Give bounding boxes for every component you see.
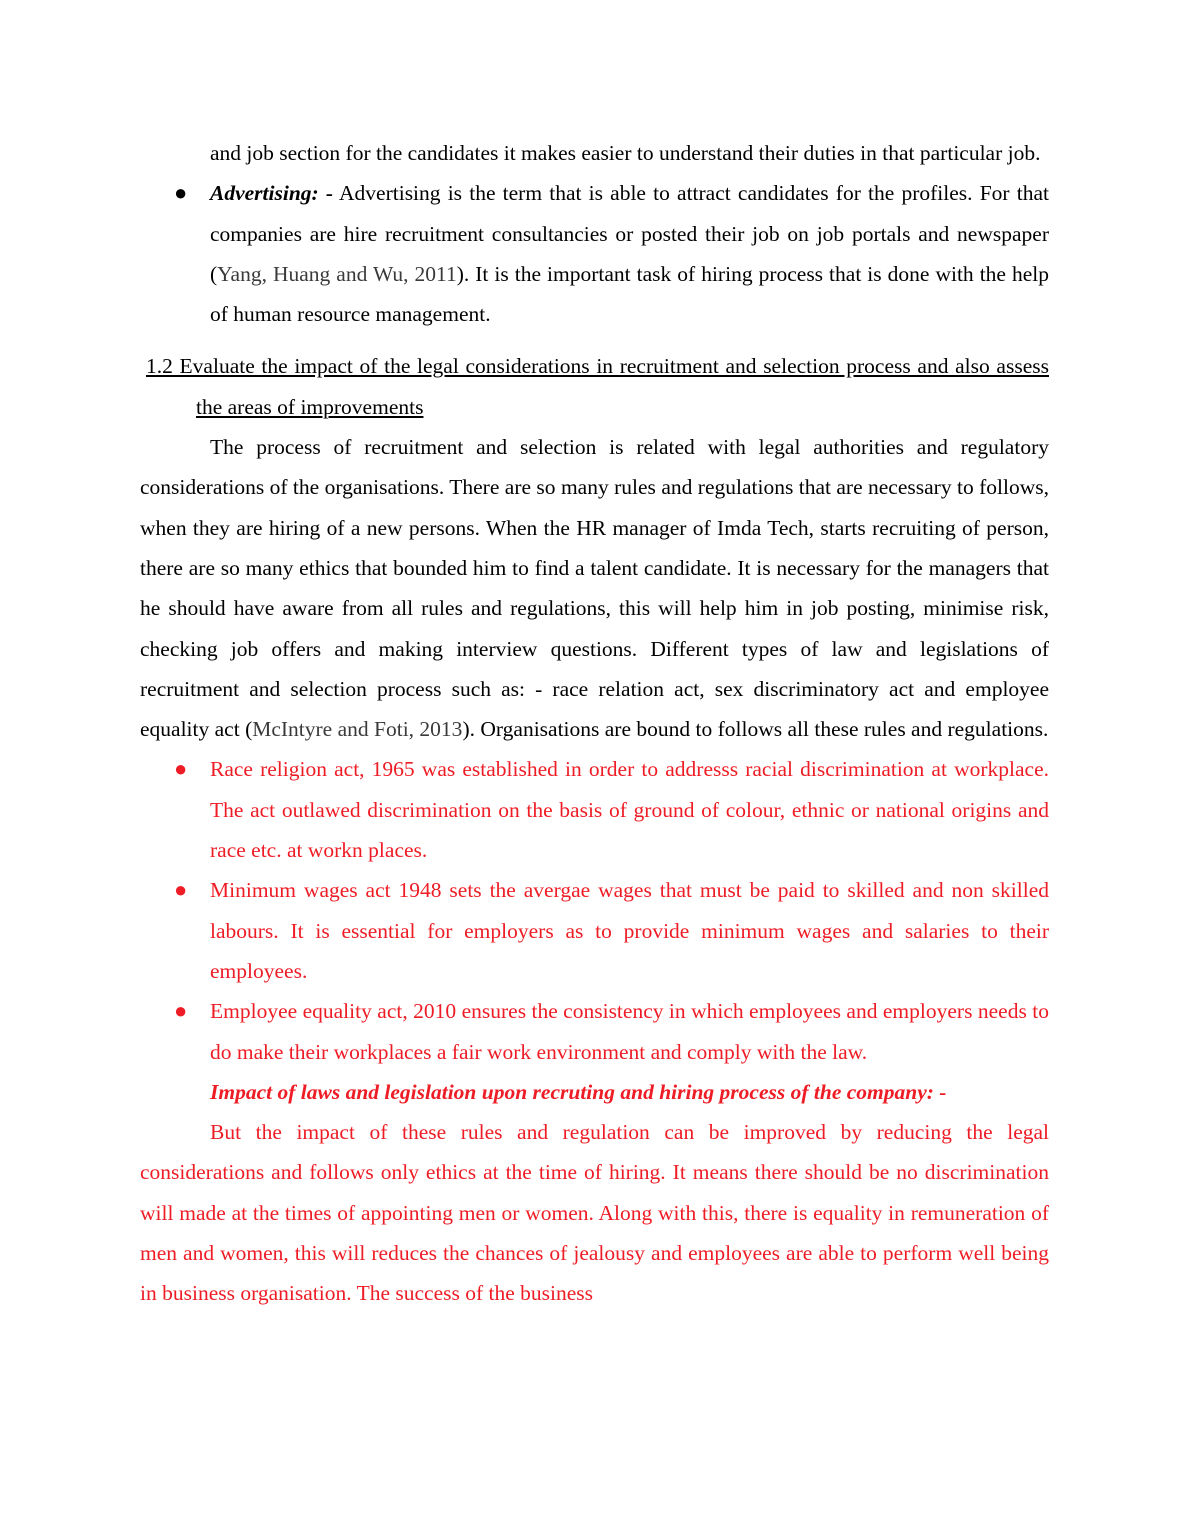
- advertising-text-b: ). It is the important task of hiring process that is done with the help of human resource management.: [210, 261, 1049, 327]
- bullet-icon: ●: [174, 180, 188, 206]
- act-text: Minimum wages act 1948 sets the avergae wages that must be paid to skilled and non skilled labours. It is essential for employers as to provide minimum wages and salaries to their employees.: [210, 878, 1049, 983]
- para1-text-b: ). Organisations are bound to follows all these rules and regulations.: [462, 717, 1049, 742]
- subheading: Impact of laws and legislation upon recruting and hiring process of the company: -: [210, 1079, 947, 1104]
- document-page: [140, 133, 1049, 1314]
- impact-paragraph: But the impact of these rules and regulation can be improved by reducing the legal considerations and follows only ethics at the time of hiring. It means there should be no discrimination will made at the times of appointing men or women. Along with this, there is equality in remuneration of men and women, this will reduces the chances of jealousy and employees are able to perform well being in business organisation. The success of the business: [140, 1120, 1049, 1306]
- advertising-text-a: Advertising is the term that is able to attract candidates for the profiles. For that companies are hire recruitment consultancies or posted their job on job portals and newspaper (: [210, 181, 1049, 286]
- continued-paragraph: [140, 133, 1049, 173]
- continued-text: and job section for the candidates it makes easier to understand their duties in that particular job.: [210, 141, 1041, 165]
- para1-text-a: The process of recruitment and selection is related with legal authorities and regulatory considerations of the organisations. There are so many rules and regulations that are necessary to follows, when they are hiring of a new persons. When the HR manager of Imda Tech, starts recruiting of person, there are so many ethics that bounded him to find a talent candidate. It is necessary for the managers that he should have aware from all rules and regulations, this will help him in job posting, minimise risk, checking job offers and making interview questions. Different types of law and legislations of recruitment and selection process such as: - race relation act, sex discriminatory act and employee equality act (: [140, 435, 1049, 742]
- list-item-advertising: [140, 173, 1049, 334]
- citation: Yang, Huang and Wu, 2011: [217, 261, 457, 286]
- section-heading: 1.2 Evaluate the impact of the legal considerations in recruitment and selection process and also assess the areas of improvements: [146, 354, 1049, 419]
- list-item-act: [140, 870, 1049, 991]
- bullet-icon: ●: [174, 877, 188, 903]
- act-text: Race religion act, 1965 was established in order to addresss racial discrimination at workplace. The act outlawed discrimination on the basis of ground of colour, ethnic or national origins and race etc. at workn places.: [210, 757, 1049, 863]
- bullet-icon: ●: [174, 998, 188, 1024]
- list-item-act: [140, 749, 1049, 870]
- body-paragraph: [140, 427, 1049, 749]
- bullet-icon: ●: [174, 756, 188, 782]
- term-label: Advertising: -: [210, 181, 334, 206]
- citation: McIntyre and Foti, 2013: [252, 717, 463, 742]
- act-text: Employee equality act, 2010 ensures the consistency in which employees and employers needs to do make their workplaces a fair work environment and comply with the law.: [210, 999, 1049, 1064]
- list-item-act: [140, 991, 1049, 1072]
